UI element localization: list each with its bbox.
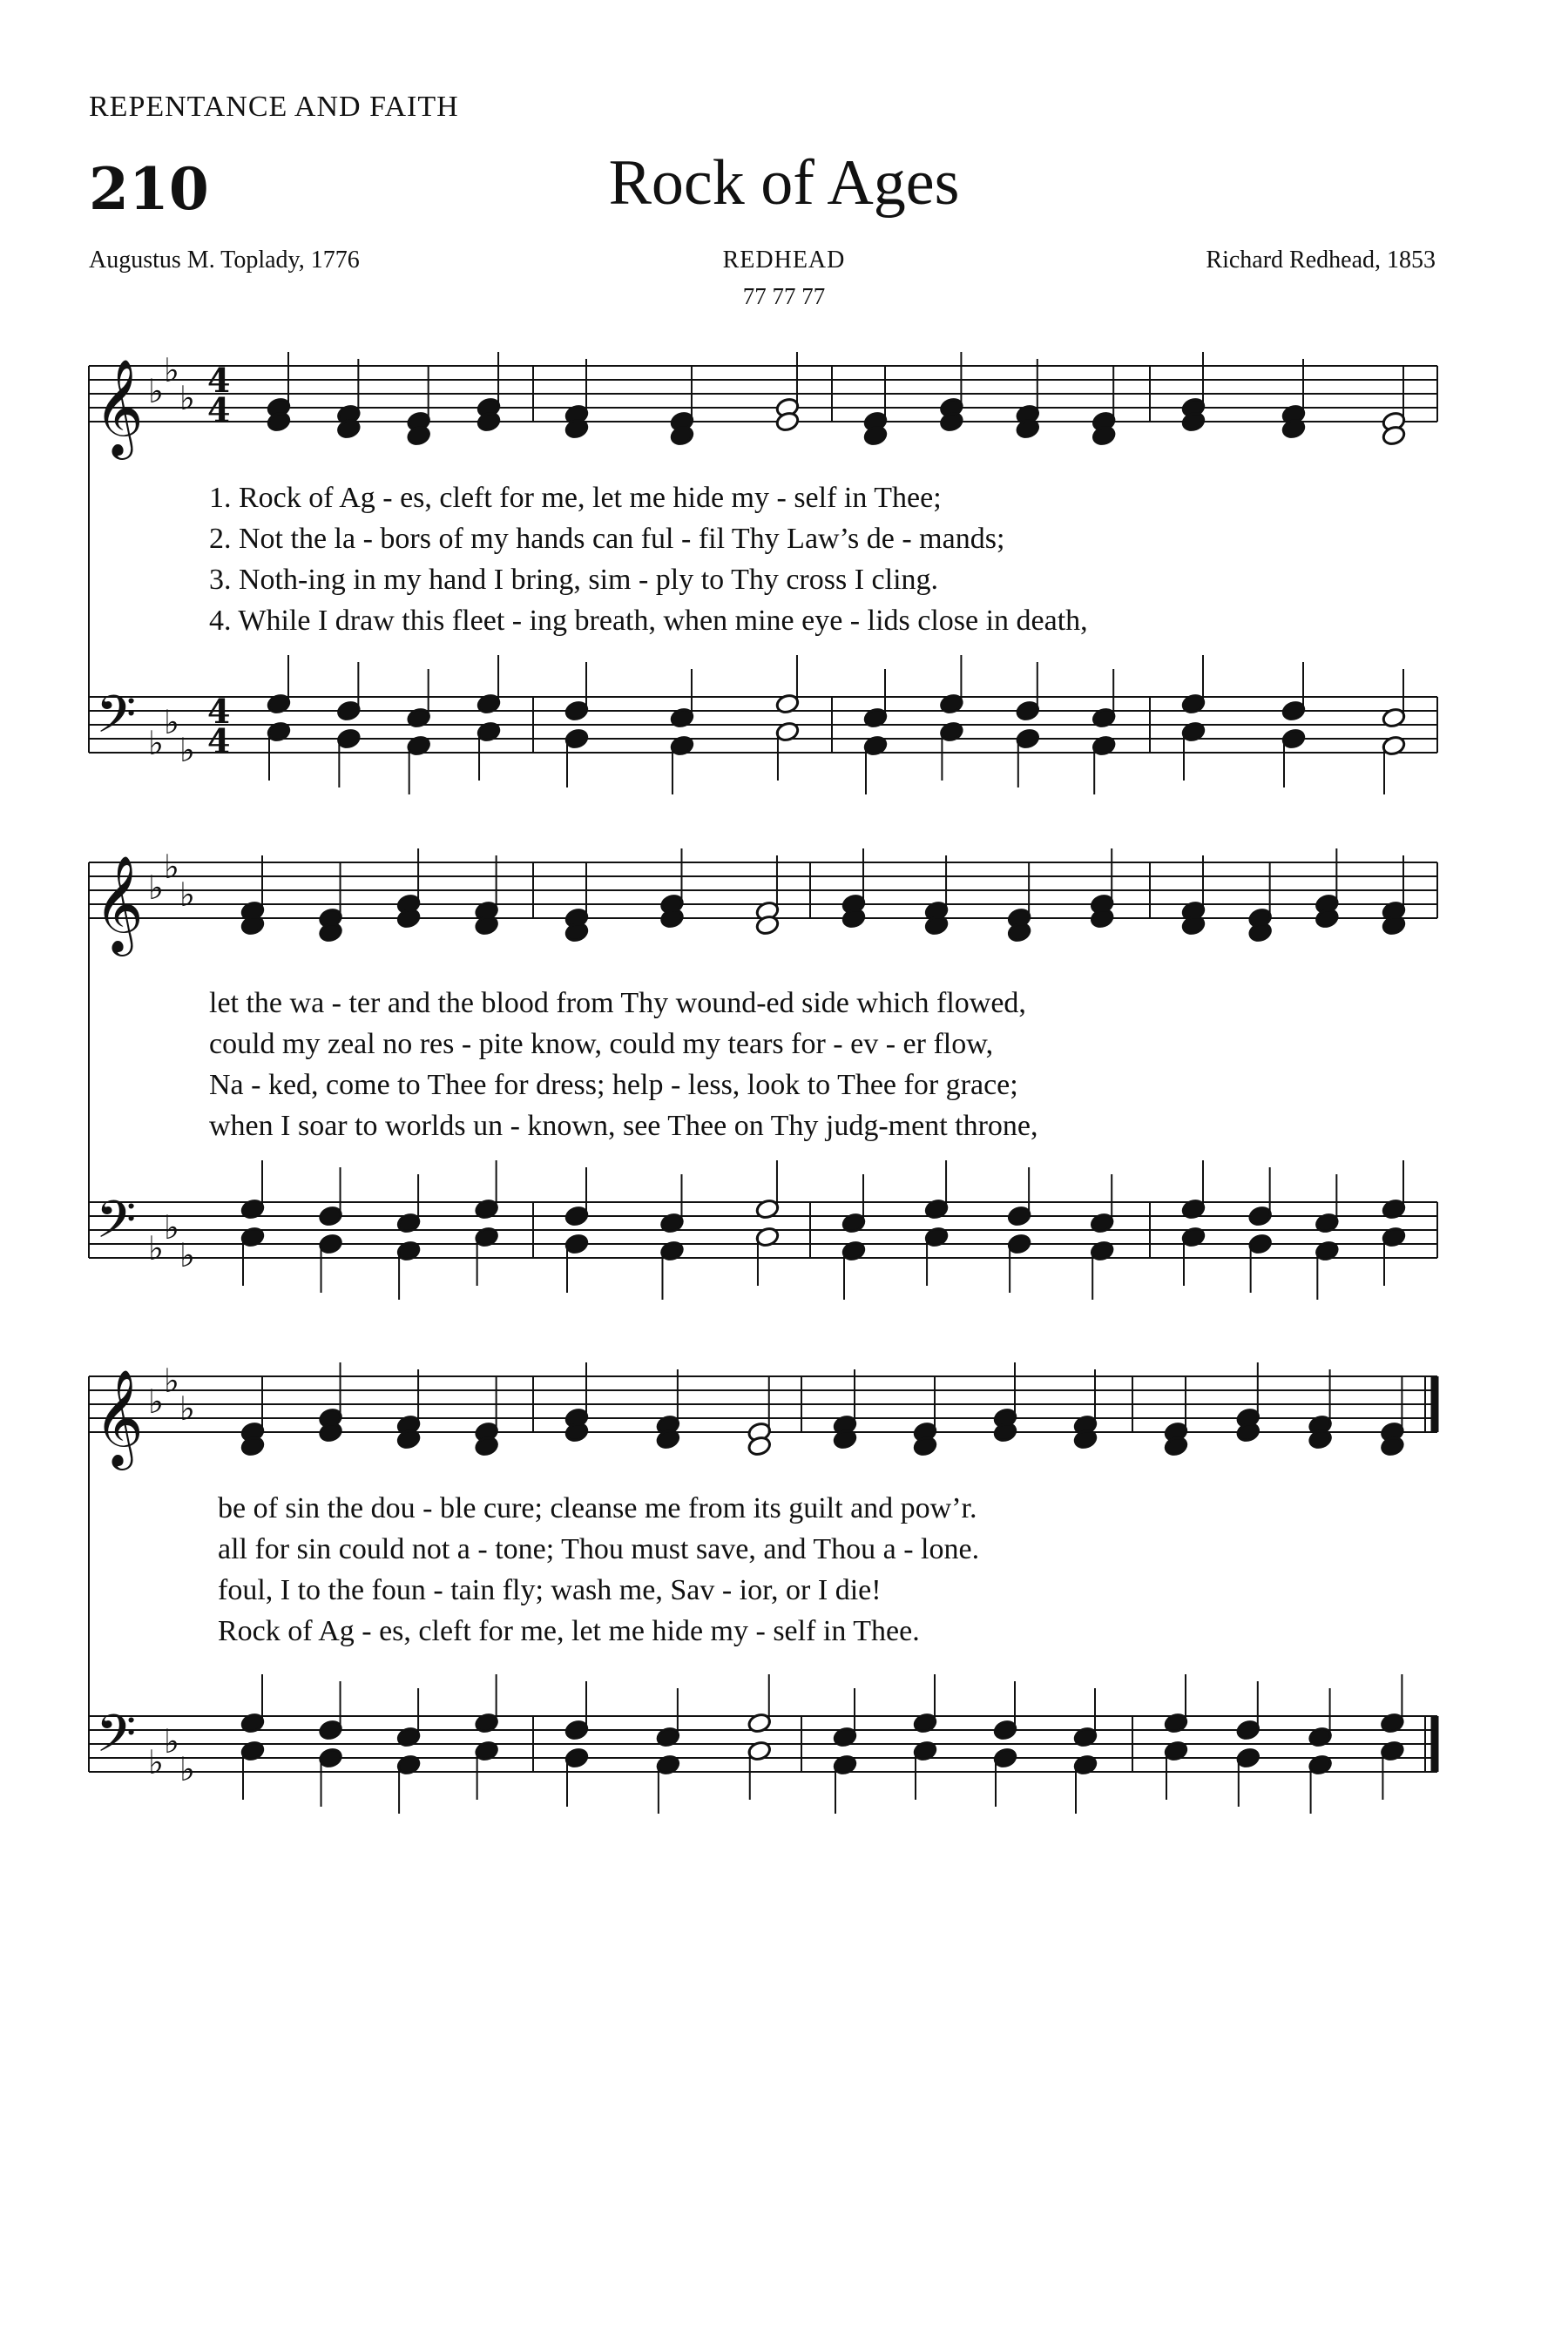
- system-2-bass-key-flat: ♭: [179, 1236, 195, 1274]
- hymn-title: Rock of Ages: [608, 147, 960, 219]
- system-1-bass-key-flat: ♭: [164, 703, 179, 741]
- lyric-verse-4-line-2: when I soar to worlds un - known, see Thee on Thy judg-ment throne,: [209, 1110, 1038, 1142]
- lyric-verse-2-line-2: could my zeal no res - pite know, could my tears for - ev - er flow,: [209, 1028, 994, 1060]
- system-2-treble-clef-icon: 𝄞: [94, 855, 144, 952]
- system-1-treble-key-flat: ♭: [179, 379, 195, 417]
- hymn-number: 210: [89, 155, 209, 223]
- treble-time-signature: 4: [207, 390, 231, 429]
- lyric-verse-3-line-1: 3. Noth-ing in my hand I bring, sim - ply to Thy cross I cling.: [209, 564, 939, 596]
- lyric-verse-1-line-3: be of sin the dou - ble cure; cleanse me from its guilt and pow’r.: [218, 1492, 977, 1524]
- tune-name: REDHEAD: [722, 247, 846, 274]
- system-2-bass-clef-icon: 𝄢: [96, 1189, 137, 1262]
- section-heading: REPENTANCE AND FAITH: [89, 91, 459, 123]
- system-2-treble-key-flat: ♭: [164, 848, 179, 886]
- treble-time-signature: 4: [207, 361, 231, 400]
- lyric-verse-3-line-2: Na - ked, come to Thee for dress; help - less, look to Thee for grace;: [209, 1069, 1018, 1101]
- system-3-treble-key-flat: ♭: [164, 1362, 179, 1400]
- system-2-treble-key-flat: ♭: [148, 868, 164, 907]
- tune-composer: Richard Redhead, 1853: [1206, 247, 1436, 274]
- system-2-bass-key-flat: ♭: [164, 1208, 179, 1247]
- lyric-verse-3-line-3: foul, I to the foun - tain fly; wash me, Sav - ior, or I die!: [218, 1574, 882, 1606]
- system-3-bass-key-flat: ♭: [164, 1722, 179, 1761]
- text-author: Augustus M. Toplady, 1776: [89, 247, 360, 274]
- lyric-verse-1-line-2: let the wa - ter and the blood from Thy wound-ed side which flowed,: [209, 987, 1026, 1019]
- system-3-bass-key-flat: ♭: [179, 1750, 195, 1788]
- system-1-treble-clef-icon: 𝄞: [94, 358, 144, 456]
- system-2-treble-key-flat: ♭: [179, 875, 195, 914]
- system-3-treble-key-flat: ♭: [179, 1389, 195, 1428]
- system-3-bass-clef-icon: 𝄢: [96, 1703, 137, 1776]
- system-3-treble-clef-icon: 𝄞: [94, 1369, 144, 1466]
- system-1-bass-clef-icon: 𝄢: [96, 684, 137, 757]
- system-3-treble-key-flat: ♭: [148, 1382, 164, 1421]
- lyric-verse-2-line-3: all for sin could not a - tone; Thou must save, and Thou a - lone.: [218, 1533, 980, 1565]
- lyric-verse-2-line-1: 2. Not the la - bors of my hands can ful - fil Thy Law’s de - mands;: [209, 523, 1005, 555]
- system-1-bass-key-flat: ♭: [179, 731, 195, 769]
- system-1-bass-key-flat: ♭: [148, 724, 164, 762]
- lyric-verse-1-line-1: 1. Rock of Ag - es, cleft for me, let me hide my - self in Thee;: [209, 482, 942, 514]
- lyric-verse-4-line-3: Rock of Ag - es, cleft for me, let me hide my - self in Thee.: [218, 1615, 920, 1647]
- system-1-treble-key-flat: ♭: [164, 351, 179, 389]
- system-3-bass-key-flat: ♭: [148, 1743, 164, 1781]
- bass-time-signature: 4: [207, 692, 231, 731]
- bass-time-signature: 4: [207, 721, 231, 760]
- system-2-bass-key-flat: ♭: [148, 1229, 164, 1267]
- meter: 77 77 77: [742, 283, 826, 309]
- lyric-verse-4-line-1: 4. While I draw this fleet - ing breath, when mine eye - lids close in death,: [209, 605, 1088, 637]
- system-1-treble-key-flat: ♭: [148, 372, 164, 410]
